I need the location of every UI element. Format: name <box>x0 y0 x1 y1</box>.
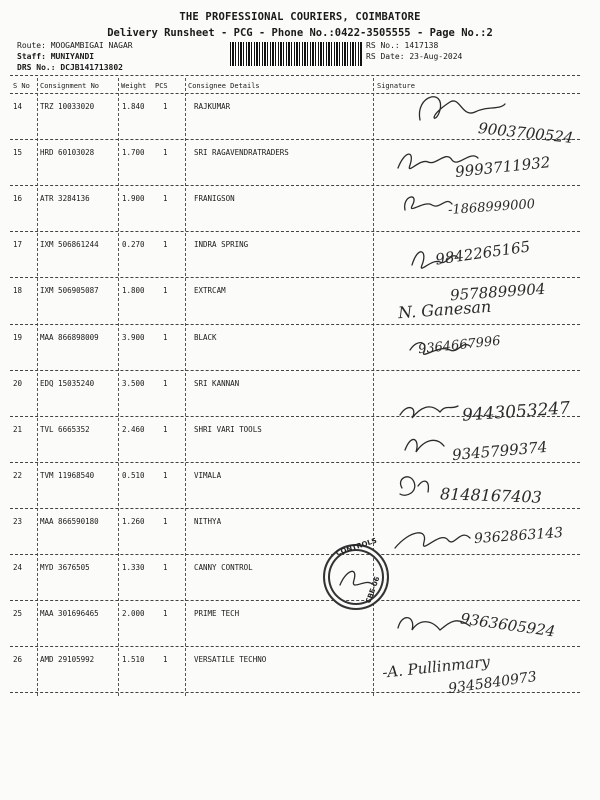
cell-consignment-no: TVM 11968540 <box>40 470 95 480</box>
handwritten-phone-15: 9993711932 <box>454 153 552 181</box>
row-divider <box>10 508 580 509</box>
row-divider <box>10 324 580 325</box>
signature-16 <box>405 197 452 210</box>
cell-sno: 16 <box>13 194 23 204</box>
cell-consignee: NITHYA <box>194 516 222 526</box>
handwritten-phone-17: 9842265165 <box>434 237 532 269</box>
cell-sno: 22 <box>13 470 23 480</box>
cell-pcs: 1 <box>163 563 168 572</box>
signature-22 <box>400 477 428 495</box>
cell-consignee: SHRI VARI TOOLS <box>194 424 262 434</box>
cell-weight: 1.260 <box>122 516 145 526</box>
header-rule-top <box>10 75 580 76</box>
row-divider <box>10 231 580 232</box>
cell-pcs: 1 <box>163 516 168 526</box>
cell-weight: 1.900 <box>122 194 145 204</box>
cell-consignment-no: IXM 506861244 <box>40 240 99 250</box>
cell-sno: 17 <box>13 240 23 250</box>
handwritten-phone-21: 9345799374 <box>451 437 549 465</box>
cell-weight: 0.510 <box>122 470 145 480</box>
cell-sno: 21 <box>13 424 23 434</box>
cell-consignee: INDRA SPRING <box>194 240 249 250</box>
cell-weight: 1.700 <box>122 148 145 158</box>
route-line <box>17 41 133 50</box>
cell-sno: 20 <box>13 378 23 388</box>
col-header-signature: Signature <box>377 82 415 90</box>
cell-pcs: 1 <box>163 424 168 434</box>
cell-consignee: VERSATILE TECHNO <box>194 655 267 665</box>
cell-consignee: EXTRCAM <box>194 286 226 296</box>
runsheet-subtitle: Delivery Runsheet - PCG - Phone No.:0422-3505555 - Page No.:2 <box>107 27 493 39</box>
cell-sno: 25 <box>13 609 23 619</box>
cell-consignee: CANNY CONTROL <box>194 563 253 572</box>
company-stamp <box>323 536 389 610</box>
row-divider <box>10 600 580 601</box>
col-header-consignee: Consignee Details <box>188 82 260 90</box>
row-divider <box>10 692 580 693</box>
cell-sno: 23 <box>13 516 23 526</box>
cell-sno: 15 <box>13 148 23 158</box>
rs-no-value: 1417138 <box>404 41 439 50</box>
cell-consignee: FRANIGSON <box>194 194 235 204</box>
drs-label: DRS No.: <box>17 63 56 72</box>
cell-pcs: 1 <box>163 286 168 296</box>
cell-weight: 2.460 <box>122 424 145 434</box>
row-divider <box>10 646 580 647</box>
col-header-consignment: Consignment No <box>40 82 100 90</box>
cell-consignment-no: TVL 6665352 <box>40 424 90 434</box>
cell-weight: 0.270 <box>122 240 145 250</box>
cell-sno: 24 <box>13 563 23 572</box>
row-divider <box>10 139 580 140</box>
cell-pcs: 1 <box>163 332 168 342</box>
cell-pcs: 1 <box>163 470 168 480</box>
cell-consignee: RAJKUMAR <box>194 102 231 111</box>
cell-consignment-no: MAA 301696465 <box>40 609 99 619</box>
handwritten-name-18: N. Ganesan <box>397 296 492 323</box>
cell-pcs: 1 <box>163 240 168 250</box>
route-value: MOOGAMBIGAI NAGAR <box>50 41 133 50</box>
page-title: THE PROFESSIONAL COURIERS, COIMBATORE <box>179 11 421 23</box>
rs-date-value: 23-Aug-2024 <box>409 52 463 61</box>
drs-value: DCJB141713802 <box>60 63 123 72</box>
col-divider <box>185 78 186 696</box>
cell-weight: 1.510 <box>122 655 145 665</box>
cell-weight: 3.500 <box>122 378 145 388</box>
handwritten-phone-22: 8148167403 <box>439 484 543 507</box>
cell-consignment-no: MAA 866898009 <box>40 332 99 342</box>
row-divider <box>10 370 580 371</box>
cell-weight: 2.000 <box>122 609 145 619</box>
row-divider <box>10 554 580 555</box>
handwritten-phone-23: 9362863143 <box>473 524 564 548</box>
rs-no-line <box>366 41 438 50</box>
col-header-sno: S No <box>13 82 30 90</box>
cell-pcs: 1 <box>163 102 168 111</box>
cell-sno: 26 <box>13 655 23 665</box>
barcode <box>230 42 362 66</box>
staff-value: MUNIYANDI <box>50 52 95 61</box>
route-label: Route: <box>17 41 46 50</box>
cell-consignment-no: MAA 866590180 <box>40 516 99 526</box>
staff-line <box>17 52 94 61</box>
cell-pcs: 1 <box>163 148 168 158</box>
staff-label: Staff: <box>17 52 46 61</box>
handwritten-name-26: -A. Pullinmary <box>381 652 491 682</box>
signature-14 <box>419 97 505 120</box>
handwritten-phone-16: -1868999000 <box>447 196 536 219</box>
cell-consignment-no: HRD 60103028 <box>40 148 95 158</box>
rs-date-line <box>366 52 462 61</box>
cell-consignment-no: MYD 3676505 <box>40 563 90 572</box>
cell-consignee: VIMALA <box>194 470 222 480</box>
handwritten-phone-26: 9345840973 <box>447 668 538 698</box>
cell-sno: 14 <box>13 102 23 111</box>
cell-pcs: 1 <box>163 194 168 204</box>
row-divider <box>10 185 580 186</box>
col-header-pcs: PCS <box>155 82 168 90</box>
col-divider <box>37 78 38 696</box>
cell-consignment-no: EDQ 15035240 <box>40 378 95 388</box>
cell-consignee: SRI KANNAN <box>194 378 240 388</box>
cell-consignee: PRIME TECH <box>194 609 240 619</box>
cell-weight: 1.800 <box>122 286 145 296</box>
handwritten-phone-20: 9443053247 <box>461 398 571 426</box>
cell-consignment-no: IXM 506905087 <box>40 286 99 296</box>
drs-line <box>17 63 123 72</box>
header-rule-bottom <box>10 93 580 94</box>
stamp-bottom-text: CBE-06 <box>364 575 382 605</box>
cell-weight: 3.900 <box>122 332 145 342</box>
stamp-top-text: CONTROLS <box>334 536 378 558</box>
cell-pcs: 1 <box>163 609 168 619</box>
signature-21 <box>405 439 444 452</box>
cell-consignment-no: TRZ 10033020 <box>40 102 95 111</box>
cell-consignment-no: AMD 29105992 <box>40 655 95 665</box>
cell-consignment-no: ATR 3284136 <box>40 194 90 204</box>
row-divider <box>10 462 580 463</box>
cell-weight: 1.840 <box>122 102 145 111</box>
cell-weight: 1.330 <box>122 563 145 572</box>
cell-consignee: SRI RAGAVENDRATRADERS <box>194 148 289 158</box>
handwritten-phone-19: 9364667996 <box>417 333 502 358</box>
cell-pcs: 1 <box>163 655 168 665</box>
cell-sno: 18 <box>13 286 23 296</box>
handwritten-phone-18: 9578899904 <box>449 279 546 305</box>
cell-pcs: 1 <box>163 378 168 388</box>
handwritten-phone-14: 9003700524 <box>477 119 575 147</box>
rs-date-label: RS Date: <box>366 52 405 61</box>
col-divider <box>118 78 119 696</box>
cell-sno: 19 <box>13 332 23 342</box>
handwritten-phone-25: 9363605924 <box>459 609 557 641</box>
signature-23 <box>395 533 470 548</box>
cell-consignee: BLACK <box>194 332 217 342</box>
row-divider <box>10 277 580 278</box>
col-header-weight: Weight <box>121 82 147 90</box>
rs-no-label: RS No.: <box>366 41 400 50</box>
